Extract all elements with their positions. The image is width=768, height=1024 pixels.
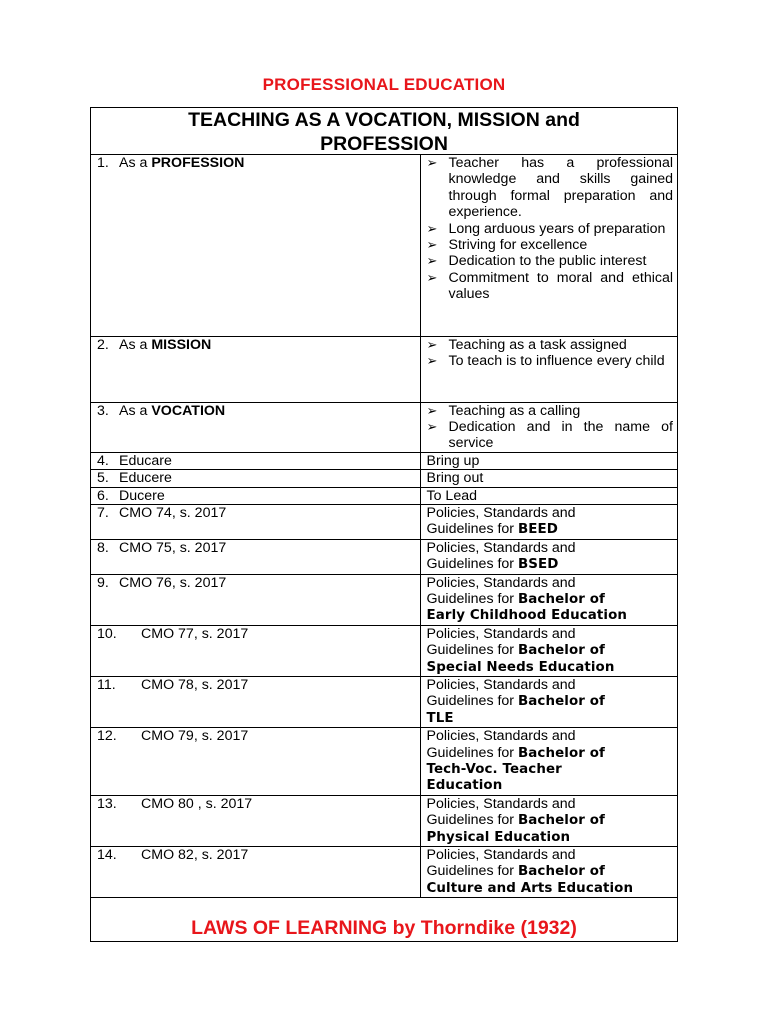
value-line: Policies, Standards and: [426, 539, 576, 556]
value-line: Policies, Standards and: [426, 847, 576, 864]
row-value: [420, 728, 677, 796]
list-item: [427, 155, 674, 221]
row-number: 2.: [97, 336, 109, 353]
list-item: [427, 337, 674, 353]
row-label-text: As a: [119, 336, 152, 353]
row-label: [91, 539, 420, 574]
row-value: [420, 795, 677, 846]
row-value: [420, 847, 677, 898]
table-row: [91, 677, 677, 728]
row-value: [420, 625, 677, 676]
row-number: 5.: [97, 470, 109, 487]
row-label: [91, 847, 420, 898]
row-value: [420, 539, 677, 574]
row-number: 1.: [97, 155, 109, 171]
table-row: [91, 402, 677, 452]
value-line: Policies, Standards and: [426, 625, 576, 642]
row-number: 9.: [97, 574, 109, 591]
value-bold-line: Physical Education: [426, 829, 571, 845]
arrow-bullet-icon: ➢: [426, 253, 438, 269]
arrow-bullet-icon: ➢: [426, 402, 438, 418]
table-row: [91, 470, 677, 487]
bullet-text: Teacher has a professional knowledge and skills gained through formal preparation and experience.: [448, 155, 673, 221]
document-header: PROFESSIONAL EDUCATION: [262, 75, 506, 94]
value-line: Guidelines for Bachelor of: [426, 863, 605, 880]
value-line: Guidelines for Bachelor of: [426, 744, 605, 761]
row-label-text: CMO 80 , s. 2017: [141, 795, 253, 812]
value-line: Policies, Standards and: [426, 677, 576, 693]
bullet-text: Dedication and in the name of service: [448, 418, 673, 452]
row-label-text: Educare: [119, 452, 172, 469]
table-row: [91, 336, 677, 402]
value-line: Guidelines for Bachelor of: [426, 642, 605, 659]
arrow-bullet-icon: ➢: [426, 418, 438, 434]
definitions-table: [91, 155, 677, 898]
arrow-bullet-icon: ➢: [426, 269, 438, 285]
value-bold: BSED: [517, 557, 559, 573]
row-label-bold: PROFESSION: [151, 155, 245, 171]
arrow-bullet-icon: ➢: [426, 237, 438, 253]
list-item: [427, 353, 674, 369]
value-line: Guidelines for Bachelor of: [426, 590, 605, 607]
value-line: Policies, Standards and: [426, 504, 576, 521]
row-number: 8.: [97, 539, 109, 556]
row-label: [91, 504, 420, 539]
list-item: [427, 270, 674, 303]
row-number: 4.: [97, 452, 109, 469]
row-label-text: Educere: [119, 470, 172, 487]
table-row: [91, 155, 677, 336]
value-line: Policies, Standards and: [426, 795, 576, 812]
list-item: [427, 403, 674, 419]
bullet-text: To teach is to influence every child: [448, 352, 665, 369]
list-item: [427, 221, 674, 237]
section-title: [91, 108, 677, 155]
row-value: [420, 677, 677, 728]
row-label-text: As a: [119, 155, 152, 171]
row-label-text: Ducere: [119, 487, 165, 504]
row-value: [420, 336, 677, 402]
table-row: [91, 795, 677, 846]
laws-of-learning-heading: LAWS OF LEARNING by Thorndike (1932): [191, 917, 577, 939]
value-bold: BEED: [517, 522, 559, 538]
value-bold: Bachelor of: [517, 591, 605, 607]
value-bold: Bachelor of: [517, 864, 605, 880]
row-label: [91, 402, 420, 452]
section-title-line-2: PROFESSION: [320, 133, 448, 155]
row-label-text: CMO 78, s. 2017: [141, 677, 249, 693]
value-bold-line: Special Needs Education: [426, 659, 615, 675]
row-value: [420, 155, 677, 336]
value-line: Guidelines for Bachelor of: [426, 693, 605, 710]
row-label: [91, 336, 420, 402]
arrow-bullet-icon: ➢: [426, 155, 438, 170]
row-value: To Lead: [420, 487, 677, 504]
value-bold: Bachelor of: [517, 694, 605, 710]
value-bold: Bachelor of: [517, 745, 605, 761]
row-label: [91, 795, 420, 846]
bullet-text: Commitment to moral and ethical values: [448, 269, 673, 303]
table-row: [91, 539, 677, 574]
row-label: [91, 452, 420, 469]
section-title-line-1: TEACHING AS A VOCATION, MISSION and: [188, 109, 580, 131]
value-bold: Bachelor of: [517, 643, 605, 659]
value-line: Policies, Standards and: [426, 574, 576, 591]
row-label-text: CMO 75, s. 2017: [119, 539, 227, 556]
bullet-text: Dedication to the public interest: [448, 253, 647, 270]
table-row: [91, 625, 677, 676]
row-label-text: CMO 76, s. 2017: [119, 574, 227, 591]
table-row: [91, 504, 677, 539]
row-label-text: CMO 74, s. 2017: [119, 504, 227, 521]
row-value: [420, 402, 677, 452]
row-label-bold: VOCATION: [151, 402, 226, 419]
arrow-bullet-icon: ➢: [426, 336, 438, 352]
row-number: 10.: [97, 625, 117, 642]
row-label: [91, 574, 420, 625]
arrow-bullet-icon: ➢: [426, 352, 438, 368]
table-row: [91, 728, 677, 796]
row-value: Bring out: [420, 470, 677, 487]
value-bold-line: Tech-Voc. Teacher: [426, 762, 562, 778]
arrow-bullet-icon: ➢: [426, 220, 438, 236]
bullet-text: Teaching as a task assigned: [448, 336, 627, 353]
table-row: [91, 452, 677, 469]
row-value: [420, 574, 677, 625]
row-value: Bring up: [420, 452, 677, 469]
row-number: 11.: [97, 677, 116, 693]
table-row: [91, 847, 677, 898]
row-number: 13.: [97, 795, 117, 812]
row-label: [91, 487, 420, 504]
list-item: [427, 419, 674, 452]
value-bold-line: Culture and Arts Education: [426, 880, 634, 896]
content-table-frame: [90, 107, 678, 942]
row-label-text: CMO 82, s. 2017: [141, 847, 249, 864]
table-row: [91, 487, 677, 504]
row-number: 12.: [97, 728, 117, 745]
row-number: 6.: [97, 487, 109, 504]
row-label-text: As a: [119, 402, 152, 419]
row-number: 7.: [97, 504, 109, 521]
value-bold-line: Early Childhood Education: [426, 608, 628, 624]
row-label: [91, 625, 420, 676]
value-line: Guidelines for BSED: [426, 556, 559, 573]
value-bold-line: TLE: [426, 710, 454, 726]
row-label-text: CMO 79, s. 2017: [141, 728, 249, 745]
row-label: [91, 728, 420, 796]
value-bold-line: Education: [426, 778, 503, 794]
row-label: [91, 677, 420, 728]
row-label: [91, 470, 420, 487]
row-label: [91, 155, 420, 336]
table-row: [91, 574, 677, 625]
value-line: Policies, Standards and: [426, 728, 576, 745]
row-number: 14.: [97, 847, 117, 864]
list-item: [427, 253, 674, 269]
value-bold: Bachelor of: [517, 813, 605, 829]
bullet-text: Striving for excellence: [448, 237, 588, 254]
bullet-text: Teaching as a calling: [448, 402, 581, 419]
row-label-text: CMO 77, s. 2017: [141, 625, 249, 642]
row-value: [420, 504, 677, 539]
value-line: Guidelines for Bachelor of: [426, 812, 605, 829]
row-label-bold: MISSION: [151, 336, 212, 353]
value-line: Guidelines for BEED: [426, 521, 559, 538]
list-item: [427, 237, 674, 253]
bullet-text: Long arduous years of preparation: [448, 220, 666, 237]
row-number: 3.: [97, 402, 109, 419]
